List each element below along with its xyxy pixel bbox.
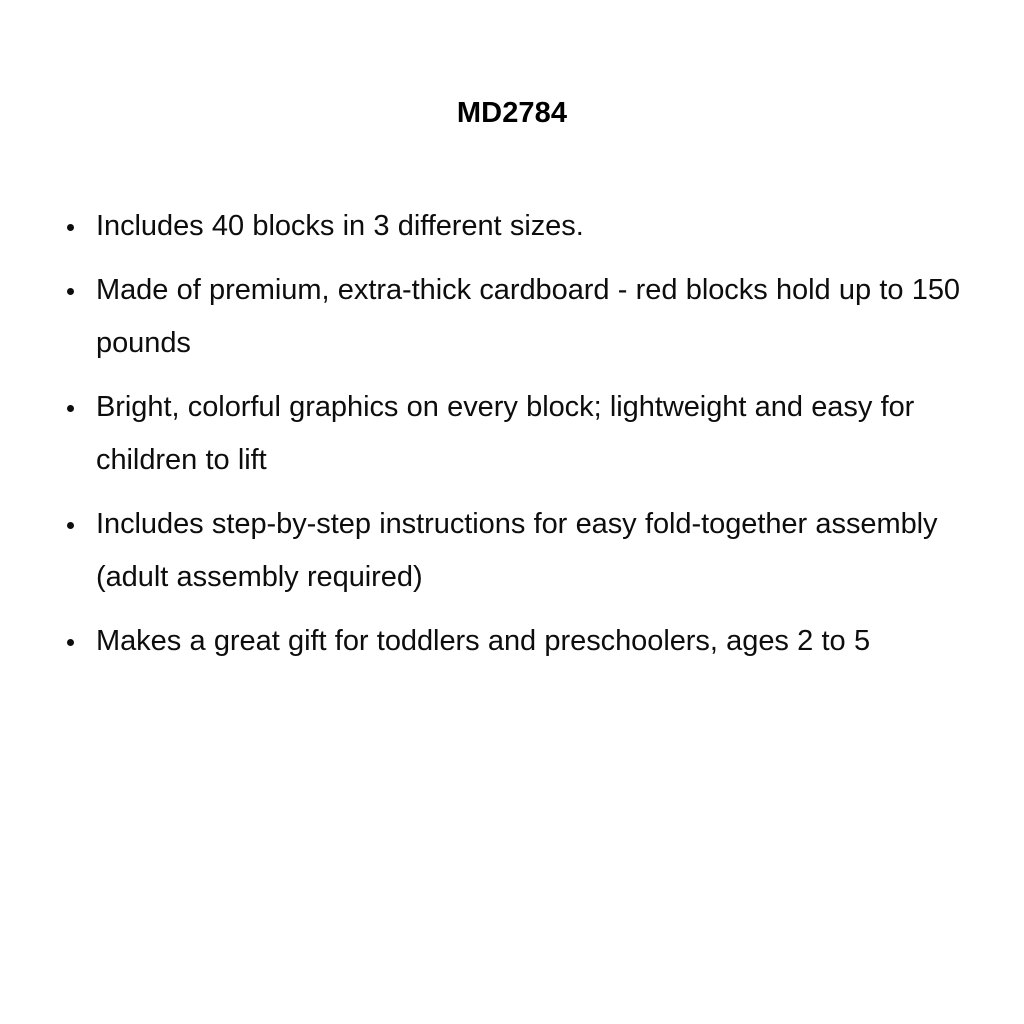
bullet-icon bbox=[67, 224, 74, 231]
bullet-icon bbox=[67, 639, 74, 646]
list-item-label: Made of premium, extra-thick cardboard - red blocks hold up to 150 pounds bbox=[96, 274, 960, 359]
page-title: MD2784 bbox=[456, 97, 568, 130]
bullet-icon bbox=[67, 405, 74, 412]
bullet-icon bbox=[67, 522, 74, 529]
list-item bbox=[60, 264, 980, 370]
bullet-icon bbox=[67, 288, 74, 295]
list-item-label: Bright, colorful graphics on every block; lightweight and easy for children to lift bbox=[96, 391, 915, 476]
list-item-label: Includes 40 blocks in 3 different sizes. bbox=[96, 210, 584, 242]
list-item bbox=[60, 498, 980, 604]
list-item bbox=[60, 615, 980, 668]
list-item-label: Makes a great gift for toddlers and preschoolers, ages 2 to 5 bbox=[96, 625, 871, 657]
list-item bbox=[60, 200, 980, 253]
feature-bullet-list bbox=[60, 200, 980, 668]
list-item bbox=[60, 381, 980, 487]
list-item-label: Includes step-by-step instructions for easy fold-together assembly (adult assembly required) bbox=[96, 508, 938, 593]
